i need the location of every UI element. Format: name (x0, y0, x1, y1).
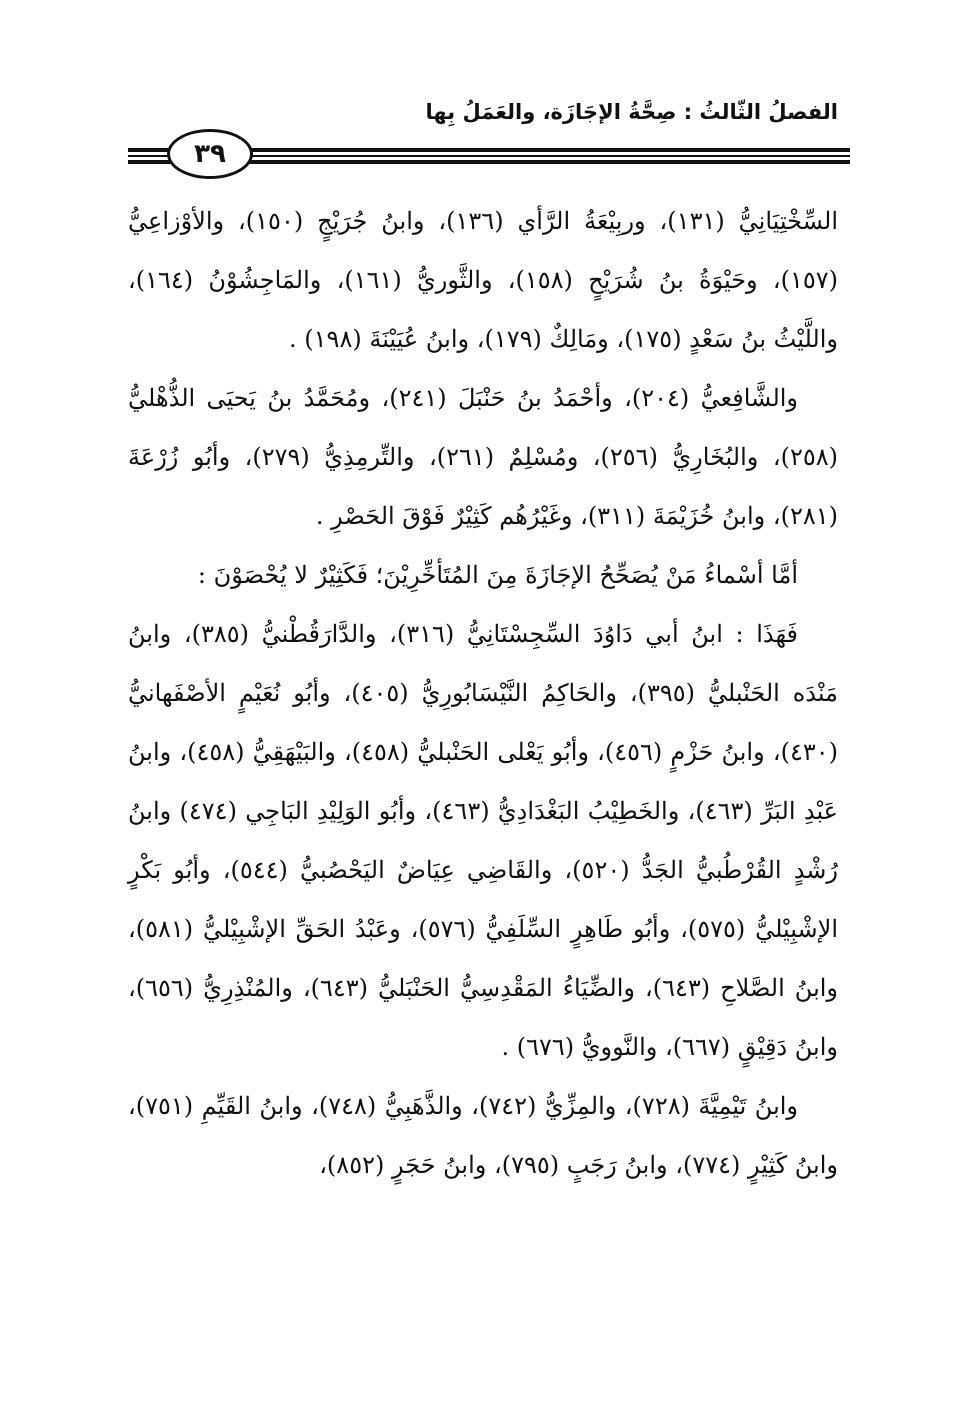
page-number: ٣٩ (194, 139, 226, 169)
paragraph: أمَّا أسْماءُ مَنْ يُصَحِّحُ الإجَازَةَ مِنَ المُتَأخِّرِيْنَ؛ فَكَثِيْرٌ لا يُحْصَوْنَ : (197, 561, 798, 589)
running-head-title: الفصلُ الثّالثُ : صِحَّةُ الإجَازَة، والعَمَلُ بِها (425, 100, 838, 124)
main-text (128, 192, 838, 1195)
paragraph: فَهَذَا : ابنُ أبي دَاوُدَ السِّجِسْتَانِيُّ (٣١٦)، والدَّارَقُطْنيُّ (٣٨٥)، وابنُ مَنْدَه الحَنْبليُّ (٣٩٥)، والحَاكِمُ النَّيْسَابُورِيُّ (٤٠٥)، وأبُو نُعَيْمٍ الأصْفَهانيُّ (٤٣٠)، وابنُ حَزْمٍ (٤٥٦)، وأبُو يَعْلى الحَنْبليُّ (٤٥٨)، والبَيْهَقِيُّ (٤٥٨)، وابنُ عَبْدِ البَرِّ (٤٦٣)، والخَطِيْبُ البَغْدَادِيُّ (٤٦٣)، وأبُو الوَلِيْدِ البَاجِي (٤٧٤) وابنُ رُشْدٍ القُرْطُبيُّ الجَدُّ (٥٢٠)، والقَاضِي عِيَاضٌ اليَحْصُبيُّ (٥٤٤)، وأبُو بَكْرٍ الإشْبِيْليُّ (٥٧٥)، وأبُو طَاهِرٍ السِّلَفِيُّ (٥٧٦)، وعَبْدُ الحَقِّ الإشْبِيْليُّ (٥٨١)، وابنُ الصَّلاحِ (٦٤٣)، والضِّيَاءُ المَقْدِسِيُّ الحَنْبَليُّ (٦٤٣)، والمُنْذِرِيُّ (٦٥٦)، وابنُ دَقِيْقٍ (٦٦٧)، والنَّوويُّ (٦٧٦) . (128, 620, 839, 1061)
paragraph: والشَّافِعيُّ (٢٠٤)، وأحْمَدُ بنُ حَنْبَلَ (٢٤١)، ومُحَمَّدُ بنُ يَحيَى الذُّهْليُّ (٢٥٨)، والبُخَارِيُّ (٢٥٦)، ومُسْلِمٌ (٢٦١)، والتِّرمِذِيُّ (٢٧٩)، وأبُو زُرْعَةَ (٢٨١)، وابنُ خُزَيْمَةَ (٣١١)، وغَيْرُهُم كَثِيْرٌ فَوْقَ الحَصْرِ . (128, 384, 838, 530)
paragraph: وابنُ تَيْمِيَّةَ (٧٢٨)، والمِزِّيُّ (٧٤٢)، والذَّهَبِيُّ (٧٤٨)، وابنُ القَيِّمِ (٧٥١)، وابنُ كَثِيْرٍ (٧٧٤)، وابنُ رَجَبٍ (٧٩٥)، وابنُ حَجَرٍ (٨٥٢)، (128, 1092, 838, 1179)
page-number-oval (167, 129, 253, 179)
paragraph: السِّخْتِيَانِيُّ (١٣١)، وربِيْعَةُ الرَّأي (١٣٦)، وابنُ جُرَيْجٍ (١٥٠)، والأوْزاعِيُّ (١٥٧)، وحَيْوَةُ بنُ شُرَيْحٍ (١٥٨)، والثَّوريُّ (١٦١)، والمَاجِشُوْنُ (١٦٤)، واللَّيْثُ بنُ سَعْدٍ (١٧٥)، ومَالِكٌ (١٧٩)، وابنُ عُيَيْنَةَ (١٩٨) . (128, 207, 838, 353)
